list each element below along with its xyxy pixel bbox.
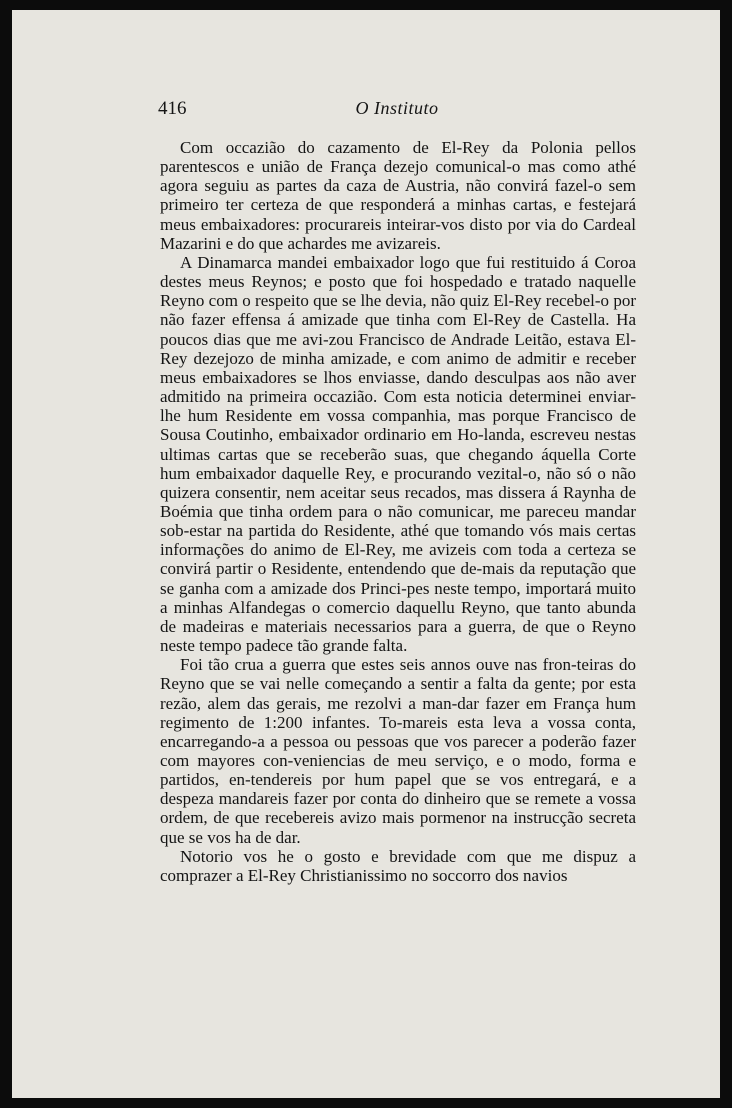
page-number: 416: [158, 98, 187, 119]
paragraph: Com occazião do cazamento de El-Rey da Polonia pellos parentescos e união de França dezejo comunical-o mas como athé agora seguiu as partes da caza de Austria, não convirá fazel-o sem primeiro ter certeza de que responderá a minhas cartas, e festejará meus embaixadores: procurareis inteirar-vos disto por via do Cardeal Mazarini e do que achardes me avizareis.: [160, 138, 636, 253]
page-body: [160, 138, 636, 885]
book-page: [12, 10, 720, 1098]
page-header: [158, 98, 636, 124]
paragraph: A Dinamarca mandei embaixador logo que fui restituido á Coroa destes meus Reynos; e posto que foi hospedado e tratado naquelle Reyno com o respeito que se lhe devia, não quiz El-Rey recebel-o por não fazer effensa á amizade que tinha com El-Rey de Castella. Ha poucos dias que me avi-zou Francisco de Andrade Leitão, estava El-Rey dezejozo de minha amizade, e com animo de admitir e receber meus embaixadores se lhos enviasse, dando desculpas aos não aver admitido na primeira occazião. Com esta noticia determinei enviar-lhe hum Residente em vossa companhia, mas porque Francisco de Sousa Coutinho, embaixador ordinario em Ho-landa, escreveu nestas ultimas cartas que se receberão suas, que chegando áquella Corte hum embaixador daquelle Rey, e procurando vezital-o, não só o não quizera consentir, nem aceitar seus recados, mas dissera á Raynha de Boémia que tinha ordem para o não comunicar, me pareceu mandar sob-estar na partida do Residente, athé que tomando vós mais certas informações do animo de El-Rey, me avizeis com toda a certeza se convirá partir o Residente, entendendo que de-mais da reputação que se ganha com a amizade dos Princi-pes neste tempo, importará muito a minhas Alfandegas o comercio daquellu Reyno, que tanto abunda de madeiras e materiais necessarios para a guerra, de que o Reyno neste tempo padece tão grande falta.: [160, 252, 636, 656]
paragraph: Notorio vos he o gosto e brevidade com que me dispuz a comprazer a El-Rey Christianissimo no soccorro dos navios: [160, 846, 636, 885]
running-title: O Instituto: [355, 98, 439, 118]
paragraph: Foi tão crua a guerra que estes seis annos ouve nas fron-teiras do Reyno que se vai nelle começando a sentir a falta da gente; por esta rezão, alem das gerais, me rezolvi a man-dar fazer em França hum regimento de 1:200 infantes. To-mareis esta leva a vossa conta, encarregando-a a pessoa ou pessoas que vos parecer a poderão fazer com mayores con-veniencias de meu serviço, e o modo, forma e partidos, en-tendereis por hum papel que se vos entregará, e a despeza mandareis fazer por conta do dinheiro que se remete a vossa ordem, de que recebereis avizo mais pormenor na instrucção secreta que se vos ha de dar.: [160, 655, 636, 847]
